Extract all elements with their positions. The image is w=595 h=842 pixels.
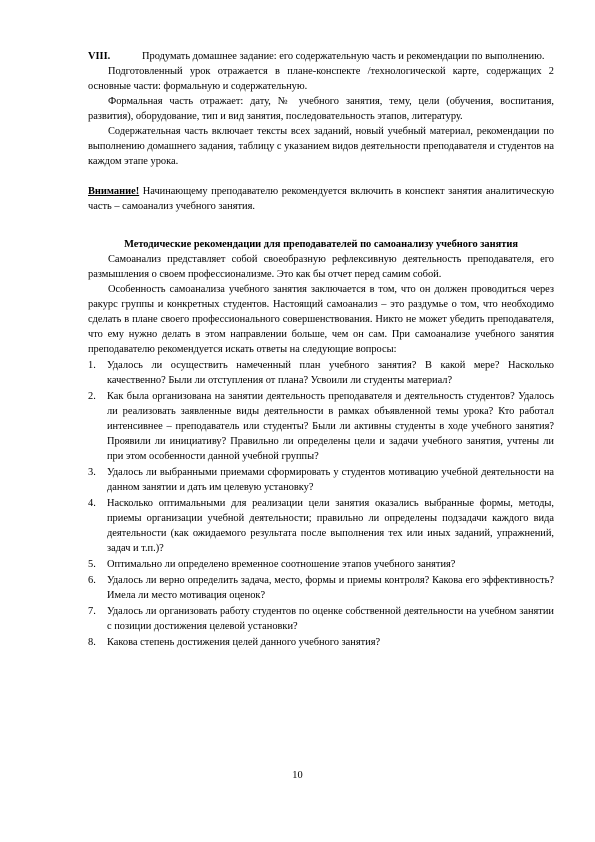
page-content [88,49,554,651]
list-item [88,496,554,556]
list-item [88,358,554,388]
attention-text: Начинающему преподавателю рекомендуется включить в конспект занятия аналитическую часть – самоанализ учебного занятия. [88,186,554,212]
list-item-text: Удалось ли выбранными приемами сформировать у студентов мотивацию учебной деятельности на данном занятии и дать им целевую установку? [107,467,554,493]
list-item-number: 6. [88,575,96,586]
attention-label: Внимание! [88,186,140,197]
section-viii-number: VIII. [88,51,111,62]
list-item-text: Как была организована на занятии деятельность преподавателя и деятельность студентов? Удалось ли реализовать заявленные виды деятельности в рамках объявленной темы урока? Кто работал интенсивнее – преподаватель или студенты? Были ли активны студенты в ходе учебного занятия? Проявили ли инициативу? Правильно ли определены цели и задачи учебного занятия, учтены ли при этом особенности данной учебной группы? [107,391,554,462]
list-item-number: 3. [88,467,96,478]
list-item-text: Оптимально ли определено временное соотношение этапов учебного занятия? [107,559,456,570]
list-item-number: 2. [88,391,96,402]
list-item-number: 1. [88,360,96,371]
intro-paragraph-3: Содержательная часть включает тексты всех заданий, новый учебный материал, рекомендации по выполнению домашнего задания, таблицу с указанием видов деятельности преподавателя и студентов на каждом этапе урока. [88,126,554,167]
list-item-number: 4. [88,498,96,509]
list-item-text: Какова степень достижения целей данного учебного занятия? [107,637,381,648]
page-number: 10 [292,770,303,781]
attention-note [88,184,554,214]
questions-list [88,358,554,650]
list-item-text: Удалось ли верно определить задача, место, формы и приемы контроля? Какова его эффективность? Имела ли место мотивация оценок? [107,575,554,601]
list-item [88,635,554,650]
section-viii-text: Продумать домашнее задание: его содержательную часть и рекомендации по выполнению. [142,51,545,62]
list-item-text: Насколько оптимальными для реализации цели занятия оказались выбранные формы, методы, приемы организации учебной деятельности; правильно ли определены подзадачи каждого вида деятельности (как ожидаемого результата после выполнения тех или иных заданий, упражнений, задач и т.п.)? [107,498,554,554]
section-viii [88,49,554,64]
list-item [88,604,554,634]
section-heading: Методические рекомендации для преподавателей по самоанализу учебного занятия [124,239,518,250]
list-item [88,573,554,603]
list-item-text: Удалось ли организовать работу студентов по оценке собственной деятельности на учебном занятии с позиции достижения целевой установки? [107,606,554,632]
list-item-text: Удалось ли осуществить намеченный план учебного занятия? В какой мере? Насколько качественно? Были ли отступления от плана? Усвоили ли студенты материал? [107,360,554,386]
list-item-number: 8. [88,637,96,648]
method-paragraph-1: Самоанализ представляет собой своеобразную рефлексивную деятельность преподавателя, его размышления о своем профессионализме. Это как бы отчет перед самим собой. [88,254,554,280]
intro-paragraph-2: Формальная часть отражает: дату, № учебного занятия, тему, цели (обучения, воспитания, развития), оборудование, тип и вид занятия, последовательность этапов, литературу. [88,96,554,122]
list-item [88,557,554,572]
list-item [88,465,554,495]
method-paragraph-2: Особенность самоанализа учебного занятия заключается в том, что он должен проводиться через ракурс группы и конкретных студентов. Настоящий самоанализ – это раздумье о том, что необходимо сделать в плане своего профессионального совершенствования. Никто не может убедить преподавателя, что ему нужно делать в этом направлении больше, чем он сам. При самоанализе учебного занятия преподавателю рекомендуется искать ответы на следующие вопросы: [88,284,554,355]
list-item [88,389,554,464]
list-item-number: 7. [88,606,96,617]
intro-paragraph-1: Подготовленный урок отражается в плане-конспекте /технологической карте, содержащих 2 основные части: формальную и содержательную. [88,66,554,92]
list-item-number: 5. [88,559,96,570]
